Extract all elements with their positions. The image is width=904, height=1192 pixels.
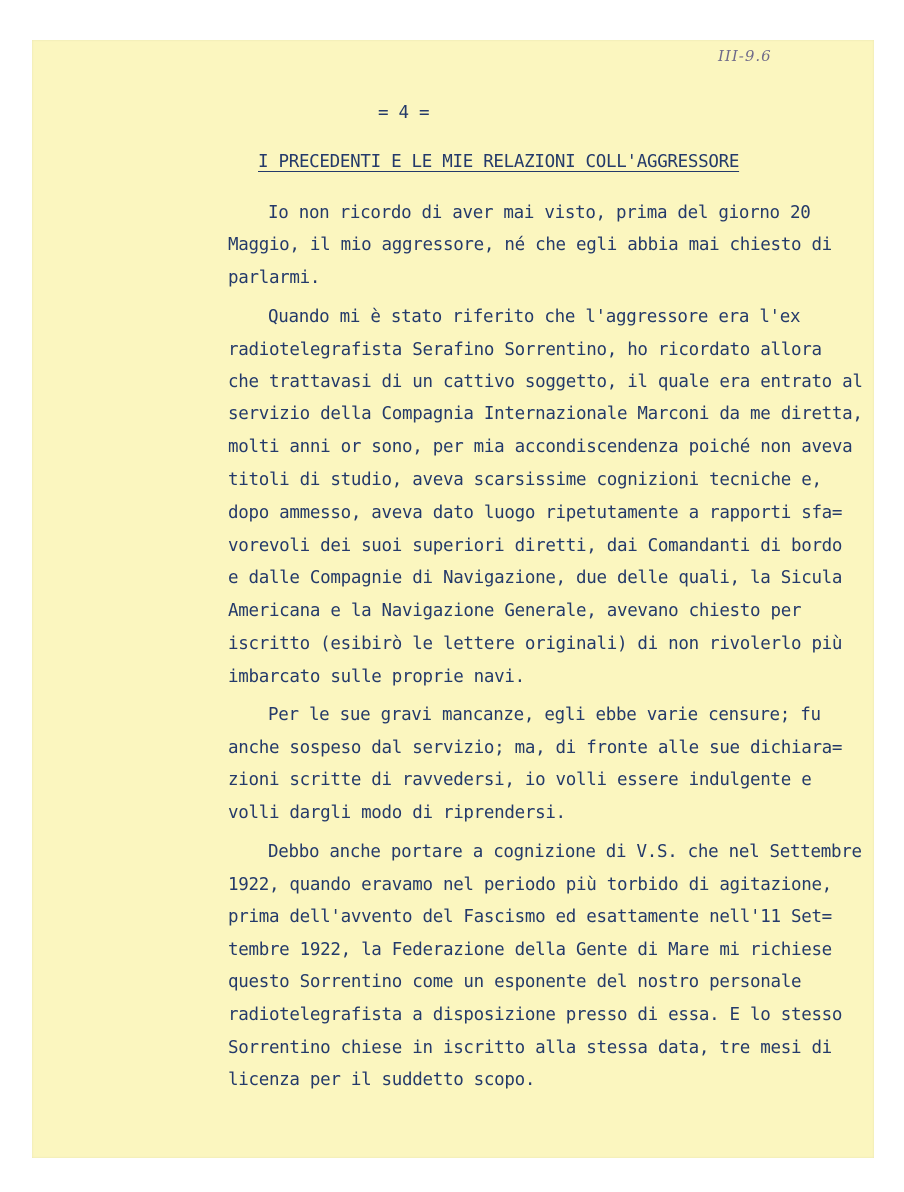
text-line: anche sospeso dal servizio; ma, di fronte alle sue dichiara= (228, 738, 843, 758)
text-line: iscritto (esibirò le lettere originali) di non rivolerlo più (228, 634, 843, 654)
archive-reference-note: III-9.6 (718, 47, 772, 65)
text-line: vorevoli dei suoi superiori diretti, dai Comandanti di bordo (228, 536, 843, 556)
text-line: parlarmi. (228, 268, 321, 288)
text-line: zioni scritte di ravvedersi, io volli essere indulgente e (228, 770, 812, 790)
text-line: e dalle Compagnie di Navigazione, due delle quali, la Sicula (228, 568, 843, 588)
text-line: Sorrentino chiese in iscritto alla stessa data, tre mesi di (228, 1038, 832, 1058)
text-line: dopo ammesso, aveva dato luogo ripetutamente a rapporti sfa= (228, 503, 843, 523)
section-heading: I PRECEDENTI E LE MIE RELAZIONI COLL'AGGRESSORE (258, 152, 740, 172)
text-line: radiotelegrafista a disposizione presso di essa. E lo stesso (228, 1005, 843, 1025)
text-line: volli dargli modo di riprendersi. (228, 803, 566, 823)
text-line: radiotelegrafista Serafino Sorrentino, ho ricordato allora (228, 340, 822, 360)
text-line: Quando mi è stato riferito che l'aggressore era l'ex (268, 307, 801, 327)
text-line: questo Sorrentino come un esponente del nostro personale (228, 972, 802, 992)
text-line: tembre 1922, la Federazione della Gente di Mare mi richiese (228, 940, 832, 960)
text-line: Per le sue gravi mancanze, egli ebbe varie censure; fu (268, 705, 821, 725)
text-line: Americana e la Navigazione Generale, avevano chiesto per (228, 601, 802, 621)
text-line: licenza per il suddetto scopo. (228, 1070, 536, 1090)
text-line: Maggio, il mio aggressore, né che egli abbia mai chiesto di (228, 235, 832, 255)
text-line: Debbo anche portare a cognizione di V.S. che nel Settembre (268, 842, 862, 862)
text-line: prima dell'avvento del Fascismo ed esattamente nell'11 Set= (228, 907, 832, 927)
text-line: imbarcato sulle proprie navi. (228, 667, 525, 687)
text-line: che trattavasi di un cattivo soggetto, il quale era entrato al (228, 372, 863, 392)
text-line: molti anni or sono, per mia accondiscendenza poiché non aveva (228, 437, 853, 457)
text-line: titoli di studio, aveva scarsissime cognizioni tecniche e, (228, 470, 822, 490)
text-line: servizio della Compagnia Internazionale Marconi da me diretta, (228, 404, 863, 424)
page-number: = 4 = (378, 103, 430, 123)
text-line: 1922, quando eravamo nel periodo più torbido di agitazione, (228, 875, 832, 895)
text-line: Io non ricordo di aver mai visto, prima del giorno 20 (268, 203, 811, 223)
